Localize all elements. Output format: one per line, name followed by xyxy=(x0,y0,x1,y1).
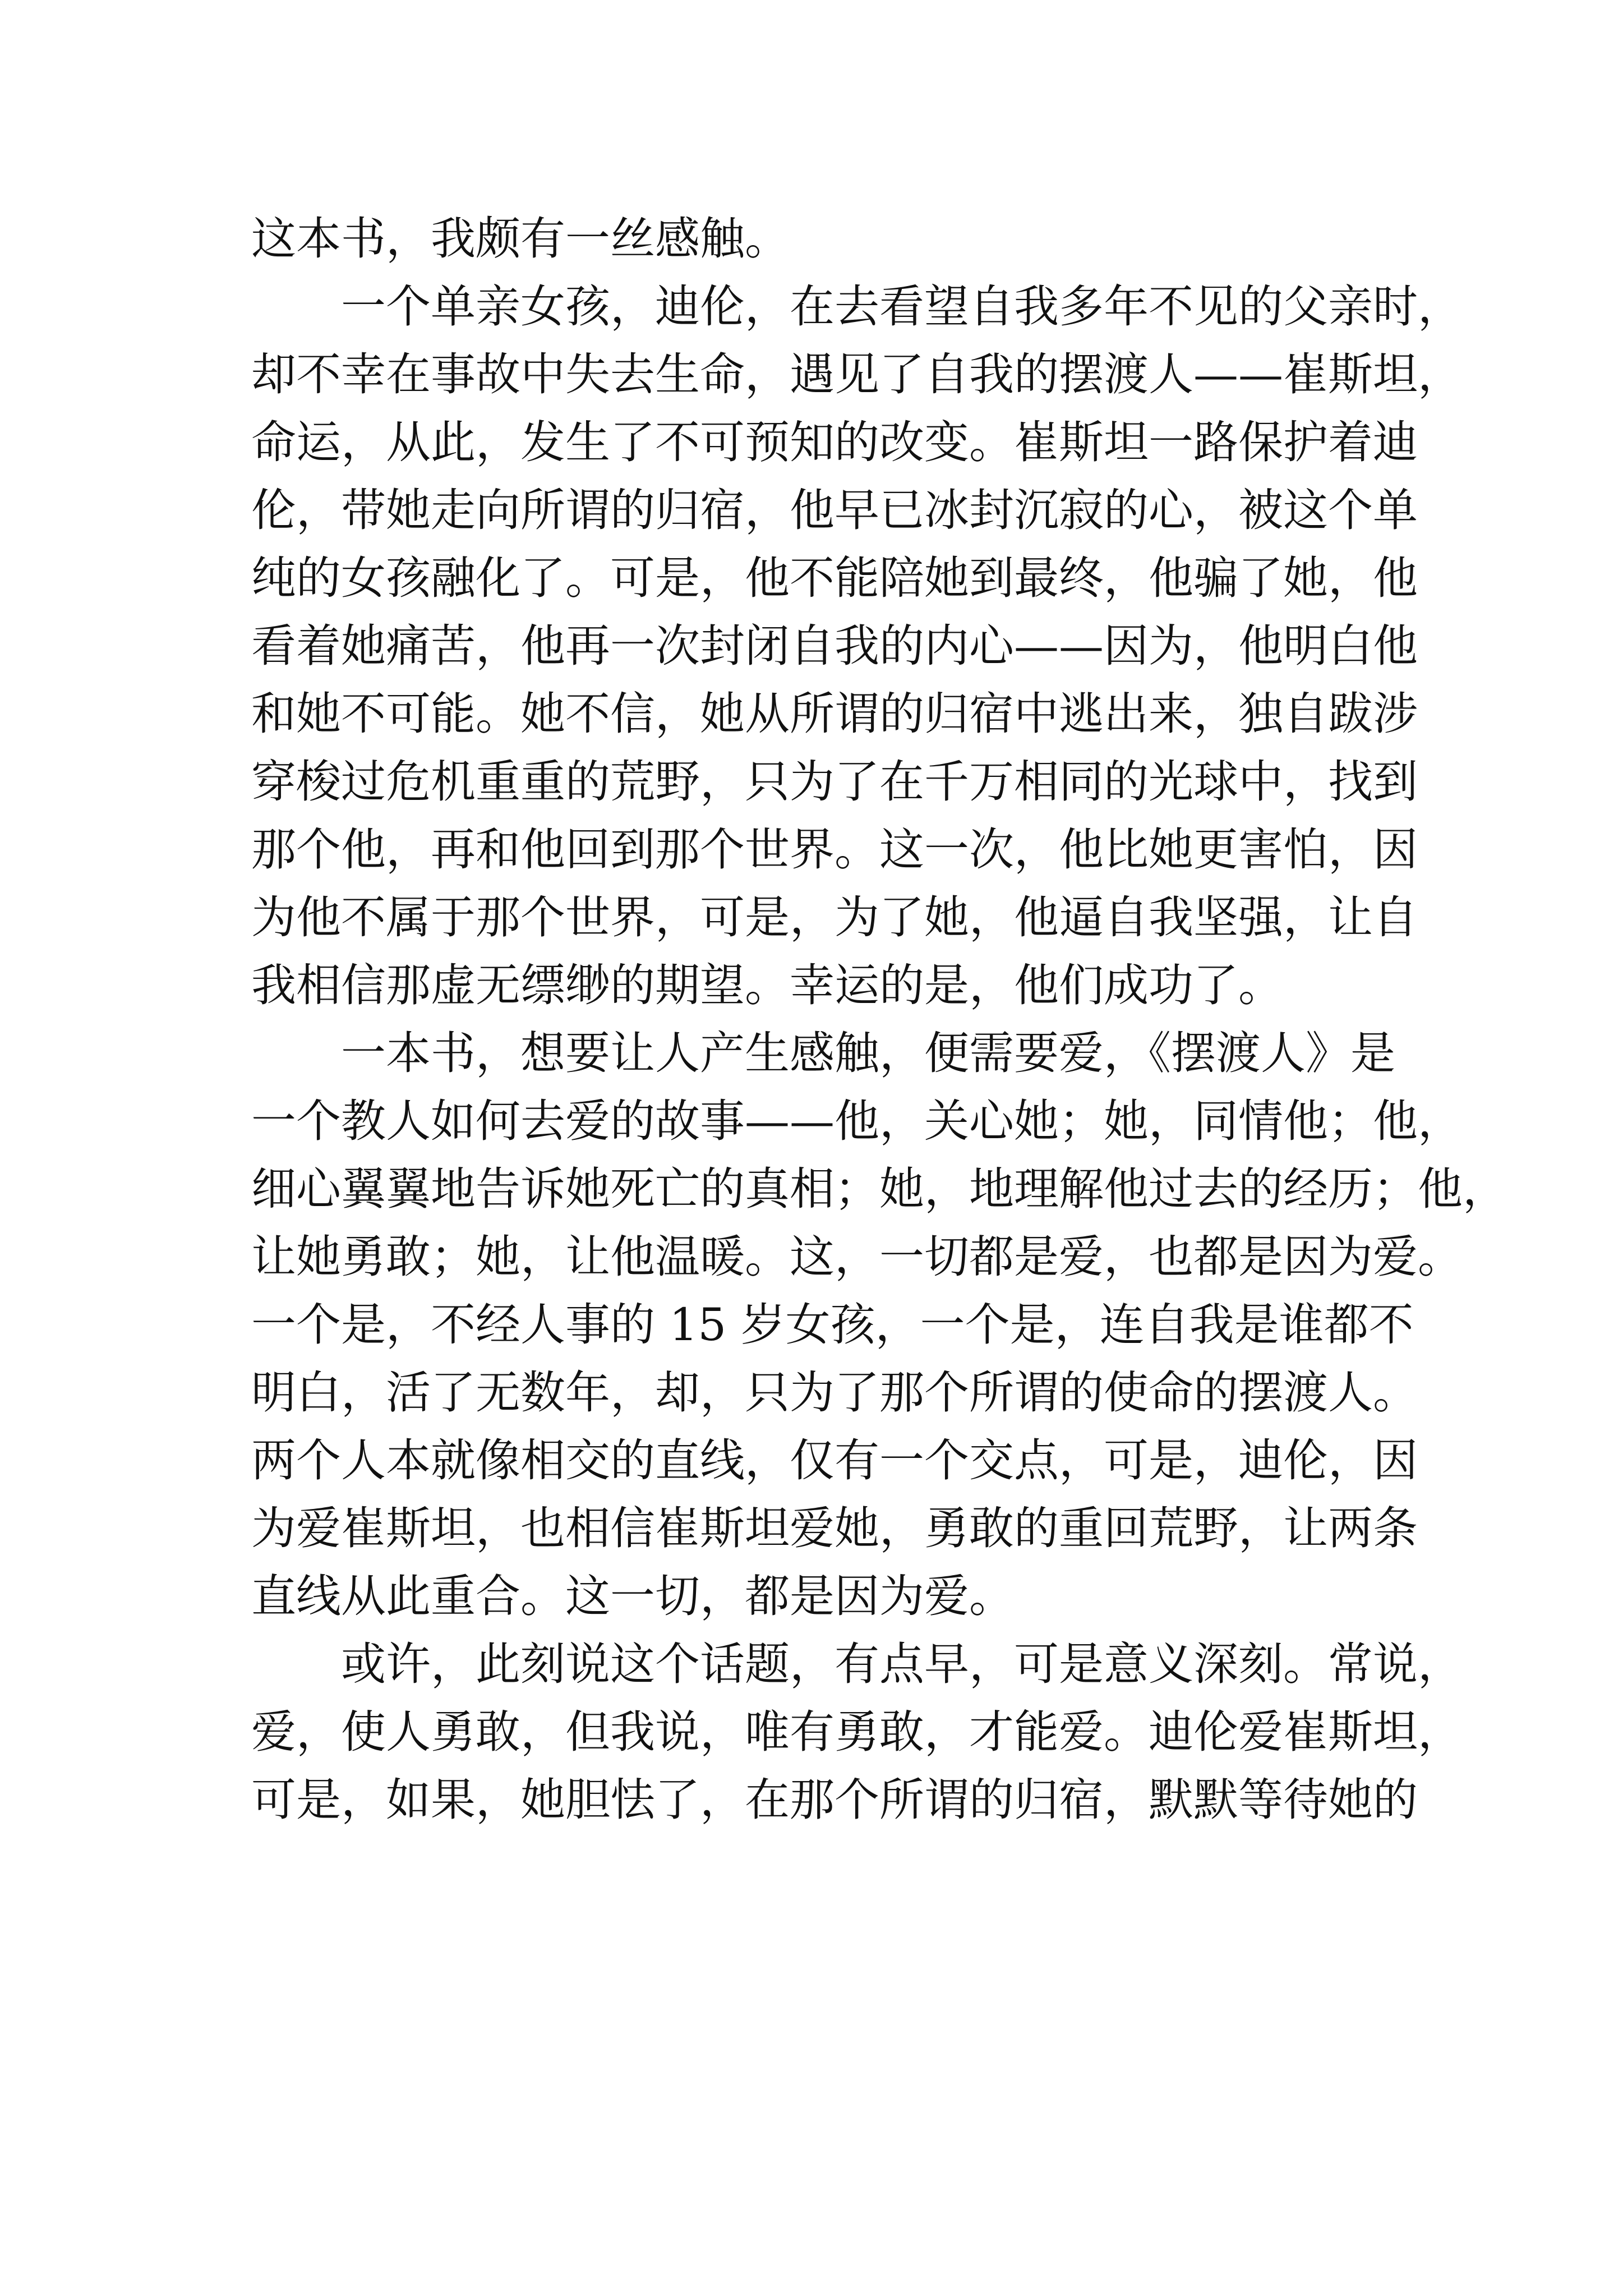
text-line: 可是，如果，她胆怯了，在那个所谓的归宿，默默等待她的 xyxy=(251,1774,1418,1826)
text-line: 直线从此重合。这一切，都是因为爱。 xyxy=(251,1570,1014,1622)
text-line: 一本书，想要让人产生感触，便需要爱，《摆渡人》是 xyxy=(341,1027,1395,1079)
text-line: 这本书，我颇有一丝感触。 xyxy=(251,213,790,265)
text-line: 爱，使人勇敢，但我说，唯有勇敢，才能爱。迪伦爱崔斯坦， xyxy=(251,1706,1463,1758)
text-line: 明白，活了无数年，却，只为了那个所谓的使命的摆渡人。 xyxy=(251,1366,1418,1419)
text-line: 却不幸在事故中失去生命，遇见了自我的摆渡人——崔斯坦， xyxy=(251,348,1463,401)
text-line: 一个单亲女孩，迪伦，在去看望自我多年不见的父亲时， xyxy=(341,280,1463,333)
text-line: 和她不可能。她不信，她从所谓的归宿中逃出来，独自跋涉 xyxy=(251,688,1418,740)
text-line: 那个他，再和他回到那个世界。这一次，他比她更害怕，因 xyxy=(251,823,1418,876)
text-line: 两个人本就像相交的直线，仅有一个交点，可是，迪伦，因 xyxy=(251,1434,1418,1487)
text-line: 看着她痛苦，他再一次封闭自我的内心——因为，他明白他 xyxy=(251,620,1418,672)
text-line: 一个教人如何去爱的故事——他，关心她；她，同情他；他， xyxy=(251,1095,1463,1147)
text-line: 一个是，不经人事的 15 岁女孩，一个是，连自我是谁都不 xyxy=(251,1299,1414,1351)
text-line: 穿梭过危机重重的荒野，只为了在千万相同的光球中，找到 xyxy=(251,756,1418,808)
text-line: 为爱崔斯坦，也相信崔斯坦爱她，勇敢的重回荒野，让两条 xyxy=(251,1502,1418,1554)
text-line: 让她勇敢；她，让他温暖。这，一切都是爱，也都是因为爱。 xyxy=(251,1231,1463,1283)
body-text xyxy=(251,205,1507,1834)
text-line: 命运，从此，发生了不可预知的改变。崔斯坦一路保护着迪 xyxy=(251,416,1418,468)
text-line: 为他不属于那个世界，可是，为了她，他逼自我坚强，让自 xyxy=(251,891,1418,944)
text-line: 细心翼翼地告诉她死亡的真相；她，地理解他过去的经历；他， xyxy=(251,1163,1507,1215)
text-line: 伦，带她走向所谓的归宿，他早已冰封沉寂的心，被这个单 xyxy=(251,484,1418,536)
text-line: 纯的女孩融化了。可是，他不能陪她到最终，他骗了她，他 xyxy=(251,552,1418,604)
text-line: 或许，此刻说这个话题，有点早，可是意义深刻。常说， xyxy=(341,1638,1463,1690)
text-line: 我相信那虚无缥缈的期望。幸运的是，他们成功了。 xyxy=(251,959,1283,1011)
